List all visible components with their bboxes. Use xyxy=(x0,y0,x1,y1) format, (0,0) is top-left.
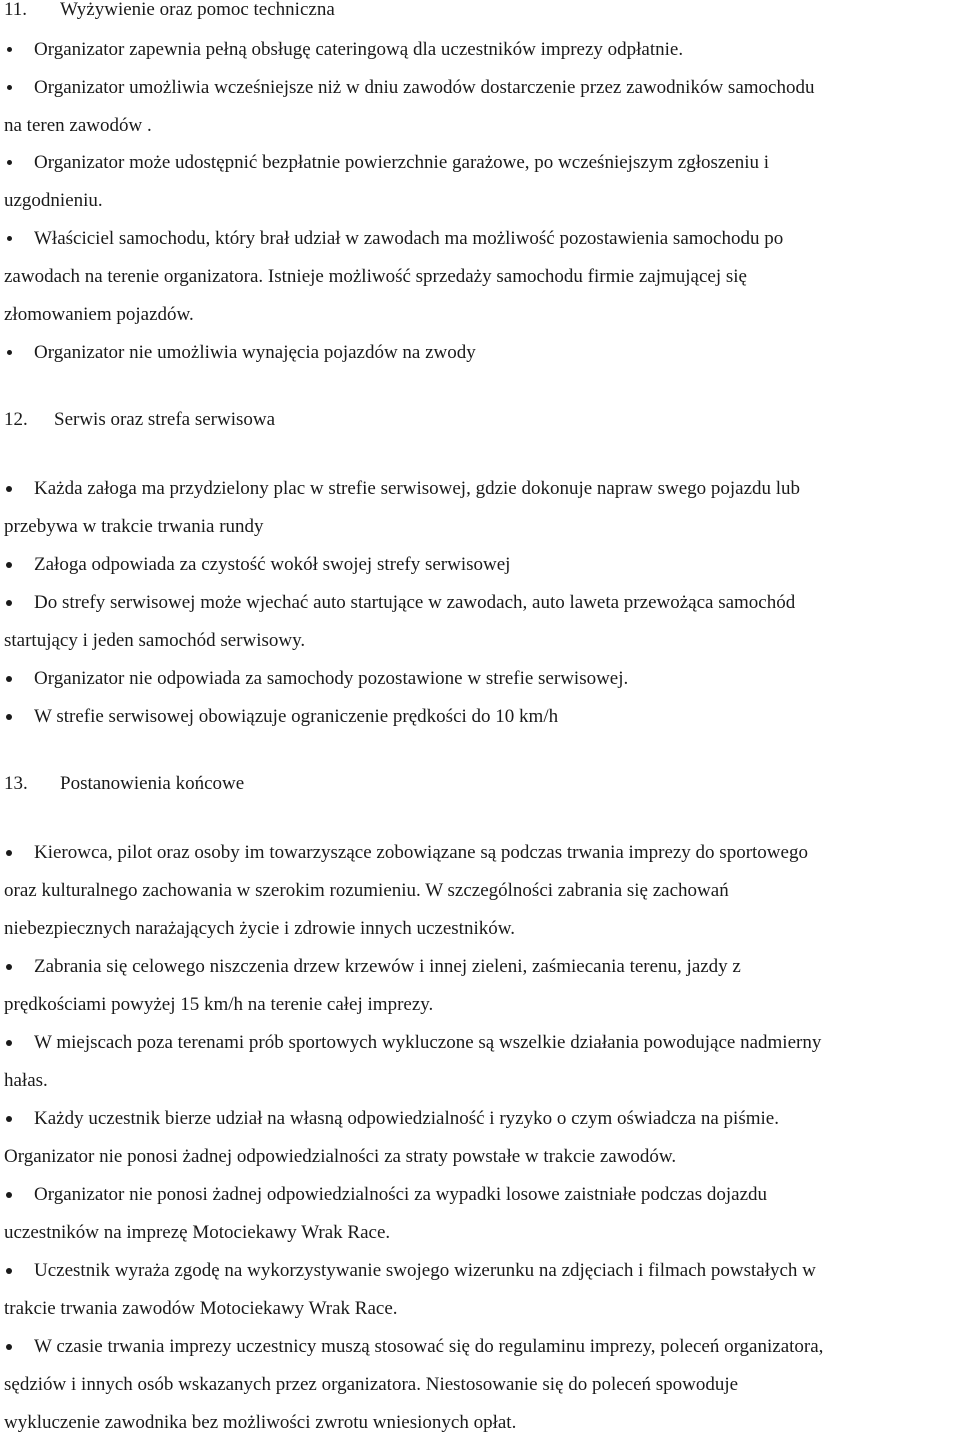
section-13-line-6: W miejscach poza terenami prób sportowych wykluczone są wszelkie działania powodujące nadmierny xyxy=(34,1032,822,1053)
bullet-icon xyxy=(6,1116,12,1122)
bullet-icon xyxy=(6,486,12,492)
section-13-line-3: niebezpiecznych narażających życie i zdrowie innych uczestników. xyxy=(4,918,515,939)
section-13-line-2: oraz kulturalnego zachowania w szerokim rozumieniu. W szczególności zabrania się zachowań xyxy=(4,880,729,901)
section-13-line-15: sędziów i innych osób wskazanych przez organizatora. Niestosowanie się do poleceń spowoduje xyxy=(4,1374,739,1395)
bullet-icon xyxy=(7,47,12,52)
section-13-line-14: W czasie trwania imprezy uczestnicy muszą stosować się do regulaminu imprezy, poleceń organizatora, xyxy=(34,1336,824,1357)
section-11-line-7: zawodach na terenie organizatora. Istnieje możliwość sprzedaży samochodu firmie zajmującej się xyxy=(4,266,747,287)
section-11-line-3: na teren zawodów . xyxy=(4,115,152,136)
section-13-title: Postanowienia końcowe xyxy=(60,773,245,794)
section-11-heading xyxy=(4,0,335,23)
section-11-line-5: uzgodnieniu. xyxy=(4,190,103,211)
section-11-number: 11. xyxy=(4,0,28,20)
section-11-line-6: Właściciel samochodu, który brał udział w zawodach ma możliwość pozostawienia samochodu po xyxy=(34,228,784,249)
bullet-icon xyxy=(6,850,12,856)
bullet-icon xyxy=(6,562,12,568)
section-12-line-1: Każda załoga ma przydzielony plac w strefie serwisowej, gdzie dokonuje napraw swego pojazdu lub xyxy=(34,478,801,499)
section-12-line-5: startujący i jeden samochód serwisowy. xyxy=(4,630,306,651)
section-13-line-7: hałas. xyxy=(4,1070,48,1091)
section-12-title: Serwis oraz strefa serwisowa xyxy=(54,409,276,430)
section-13-line-10: Organizator nie ponosi żadnej odpowiedzialności za wypadki losowe zaistniałe podczas dojazdu xyxy=(34,1184,768,1205)
section-13-line-5: prędkościami powyżej 15 km/h na terenie całej imprezy. xyxy=(4,994,434,1015)
section-11-title: Wyżywienie oraz pomoc techniczna xyxy=(60,0,335,20)
section-11-line-8: złomowaniem pojazdów. xyxy=(4,304,194,325)
section-11-line-1: Organizator zapewnia pełną obsługę cateringową dla uczestników imprezy odpłatnie. xyxy=(34,39,684,60)
section-13-line-9: Organizator nie ponosi żadnej odpowiedzialności za straty powstałe w trakcie zawodów. xyxy=(4,1146,677,1167)
section-13-line-8: Każdy uczestnik bierze udział na własną odpowiedzialność i ryzyko o czym oświadcza na piśmie. xyxy=(34,1108,779,1129)
bullet-icon xyxy=(6,964,12,970)
section-13-line-4: Zabrania się celowego niszczenia drzew krzewów i innej zieleni, zaśmiecania terenu, jazdy z xyxy=(34,956,741,977)
bullet-icon xyxy=(6,1344,12,1350)
bullet-icon xyxy=(6,1040,12,1046)
bullet-icon xyxy=(7,160,12,165)
section-12-line-2: przebywa w trakcie trwania rundy xyxy=(4,516,264,537)
section-11-line-9: Organizator nie umożliwia wynajęcia pojazdów na zwody xyxy=(34,342,476,363)
section-11-line-4: Organizator może udostępnić bezpłatnie powierzchnie garażowe, po wcześniejszym zgłoszeniu i xyxy=(34,152,770,173)
section-13-heading xyxy=(4,771,244,797)
section-12-number: 12. xyxy=(4,409,28,430)
bullet-icon xyxy=(6,714,12,720)
bullet-icon xyxy=(7,85,12,90)
section-12-line-4: Do strefy serwisowej może wjechać auto startujące w zawodach, auto laweta przewożąca samochód xyxy=(34,592,796,613)
bullet-icon xyxy=(6,676,12,682)
section-13-line-12: Uczestnik wyraża zgodę na wykorzystywanie swojego wizerunku na zdjęciach i filmach powstałych w xyxy=(34,1260,816,1281)
section-13-line-16: wykluczenie zawodnika bez możliwości zwrotu wniesionych opłat. xyxy=(4,1412,517,1433)
bullet-icon xyxy=(6,600,12,606)
section-13-number: 13. xyxy=(4,773,28,794)
section-12-line-7: W strefie serwisowej obowiązuje ograniczenie prędkości do 10 km/h xyxy=(34,706,559,727)
section-13-line-1: Kierowca, pilot oraz osoby im towarzyszące zobowiązane są podczas trwania imprezy do sportowego xyxy=(34,842,808,863)
bullet-icon xyxy=(6,1268,12,1274)
section-12-heading xyxy=(4,407,275,433)
section-13-line-13: trakcie trwania zawodów Motociekawy Wrak Race. xyxy=(4,1298,398,1319)
section-12-line-6: Organizator nie odpowiada za samochody pozostawione w strefie serwisowej. xyxy=(34,668,629,689)
bullet-icon xyxy=(6,1192,12,1198)
section-13-line-11: uczestników na imprezę Motociekawy Wrak Race. xyxy=(4,1222,391,1243)
bullet-icon xyxy=(7,350,12,355)
section-12-line-3: Załoga odpowiada za czystość wokół swojej strefy serwisowej xyxy=(34,554,511,575)
bullet-icon xyxy=(7,236,12,241)
section-11-line-2: Organizator umożliwia wcześniejsze niż w dniu zawodów dostarczenie przez zawodników samochodu xyxy=(34,77,815,98)
